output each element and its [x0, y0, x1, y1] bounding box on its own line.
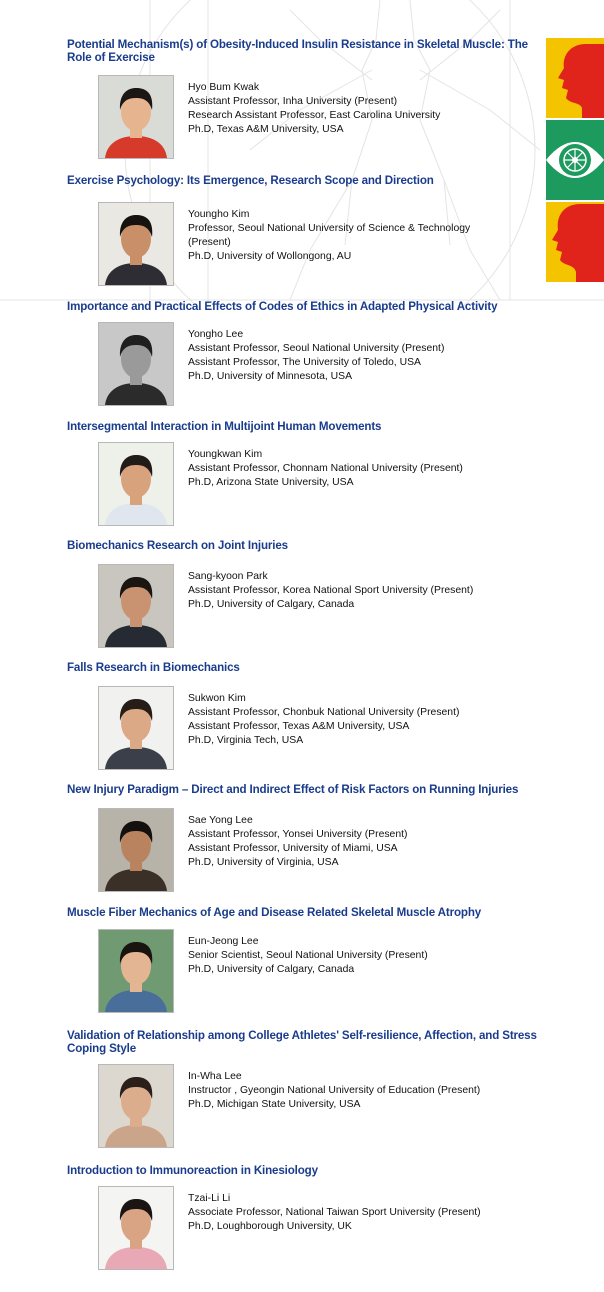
- speaker-photo: [98, 808, 174, 892]
- speaker-info: [188, 814, 498, 870]
- speaker-name: Eun-Jeong Lee: [188, 936, 259, 947]
- speaker-credential: Ph.D, Texas A&M University, USA: [188, 124, 344, 135]
- speaker-info: [188, 81, 498, 137]
- speaker-entry: [67, 539, 547, 610]
- speaker-credential: Assistant Professor, Chonnam National University (Present): [188, 463, 463, 474]
- speaker-entry: [67, 1029, 547, 1110]
- face-profile-panel-top: [546, 38, 604, 118]
- speaker-name: Hyo Bum Kwak: [188, 82, 260, 93]
- speaker-credential: Ph.D, University of Minnesota, USA: [188, 371, 353, 382]
- speaker-photo: [98, 442, 174, 526]
- speaker-credential: Ph.D, University of Calgary, Canada: [188, 964, 355, 975]
- speaker-photo: [98, 322, 174, 406]
- speaker-entry: [67, 38, 547, 135]
- lecture-title: Potential Mechanism(s) of Obesity-Induced Insulin Resistance in Skeletal Muscle: The Role of Exercise: [67, 38, 528, 64]
- speaker-name: Youngho Kim: [188, 209, 250, 220]
- lecture-title: Intersegmental Interaction in Multijoint Human Movements: [67, 420, 382, 433]
- speaker-credential: Ph.D, University of Virginia, USA: [188, 857, 339, 868]
- speaker-info: [188, 1192, 498, 1234]
- eye-icon: [546, 120, 604, 200]
- speaker-info: [188, 935, 498, 977]
- speaker-info: [188, 692, 498, 748]
- speaker-credential: Assistant Professor, Korea National Sport University (Present): [188, 585, 474, 596]
- speaker-credential: Senior Scientist, Seoul National University (Present): [188, 950, 428, 961]
- lecture-title: Importance and Practical Effects of Codes of Ethics in Adapted Physical Activity: [67, 300, 498, 313]
- speaker-info: [188, 208, 498, 264]
- speaker-name: Sukwon Kim: [188, 693, 246, 704]
- speaker-credential: Ph.D, Virginia Tech, USA: [188, 735, 304, 746]
- speaker-credential: Assistant Professor, Texas A&M University, USA: [188, 721, 410, 732]
- speaker-entry: [67, 174, 547, 262]
- speaker-info: [188, 328, 498, 384]
- speaker-photo: [98, 202, 174, 286]
- lecture-title: Validation of Relationship among College Athletes' Self-resilience, Affection, and Stress Coping Style: [67, 1029, 537, 1055]
- logo-emblem: [546, 38, 604, 284]
- speaker-name: Sae Yong Lee: [188, 815, 253, 826]
- lecture-title: Exercise Psychology: Its Emergence, Research Scope and Direction: [67, 174, 434, 187]
- speaker-name: Yongho Lee: [188, 329, 244, 340]
- speaker-credential: Associate Professor, National Taiwan Sport University (Present): [188, 1207, 481, 1218]
- face-profile-panel-bottom: [546, 202, 604, 282]
- speaker-credential: Ph.D, University of Wollongong, AU: [188, 251, 352, 262]
- speaker-credential: Instructor , Gyeongin National University of Education (Present): [188, 1085, 481, 1096]
- speaker-entry: [67, 783, 547, 868]
- speaker-photo: [98, 564, 174, 648]
- lecture-title: New Injury Paradigm – Direct and Indirect Effect of Risk Factors on Running Injuries: [67, 783, 519, 796]
- speaker-credential: Assistant Professor, The University of Toledo, USA: [188, 357, 421, 368]
- speaker-info: [188, 570, 498, 612]
- speaker-credential: Assistant Professor, Inha University (Present): [188, 96, 398, 107]
- speaker-credential: (Present): [188, 237, 231, 248]
- speaker-photo: [98, 1064, 174, 1148]
- speaker-credential: Assistant Professor, University of Miami, USA: [188, 843, 398, 854]
- speaker-info: [188, 448, 498, 490]
- speaker-photo: [98, 929, 174, 1013]
- lecture-title: Muscle Fiber Mechanics of Age and Disease Related Skeletal Muscle Atrophy: [67, 906, 482, 919]
- speaker-credential: Ph.D, University of Calgary, Canada: [188, 599, 355, 610]
- speaker-name: Tzai-Li Li: [188, 1193, 231, 1204]
- speaker-credential: Ph.D, Arizona State University, USA: [188, 477, 354, 488]
- speaker-credential: Assistant Professor, Chonbuk National University (Present): [188, 707, 460, 718]
- lecture-title: Falls Research in Biomechanics: [67, 661, 240, 674]
- speaker-entry: [67, 661, 547, 746]
- speaker-credential: Ph.D, Loughborough University, UK: [188, 1221, 352, 1232]
- speaker-credential: Research Assistant Professor, East Carolina University: [188, 110, 441, 121]
- speaker-credential: Ph.D, Michigan State University, USA: [188, 1099, 361, 1110]
- lecture-title: Biomechanics Research on Joint Injuries: [67, 539, 288, 552]
- speaker-entry: [67, 906, 547, 975]
- speaker-name: Youngkwan Kim: [188, 449, 263, 460]
- speaker-name: Sang-kyoon Park: [188, 571, 268, 582]
- speaker-info: [188, 1070, 498, 1112]
- speaker-credential: Assistant Professor, Seoul National University (Present): [188, 343, 445, 354]
- speaker-photo: [98, 686, 174, 770]
- speaker-entry: [67, 1164, 547, 1232]
- speaker-credential: Assistant Professor, Yonsei University (Present): [188, 829, 408, 840]
- lecture-title: Introduction to Immunoreaction in Kinesiology: [67, 1164, 318, 1177]
- speaker-photo: [98, 1186, 174, 1270]
- speaker-photo: [98, 75, 174, 159]
- speaker-entry: [67, 300, 547, 382]
- speaker-entry: [67, 420, 547, 488]
- speaker-name: In-Wha Lee: [188, 1071, 242, 1082]
- speaker-credential: Professor, Seoul National University of Science & Technology: [188, 223, 471, 234]
